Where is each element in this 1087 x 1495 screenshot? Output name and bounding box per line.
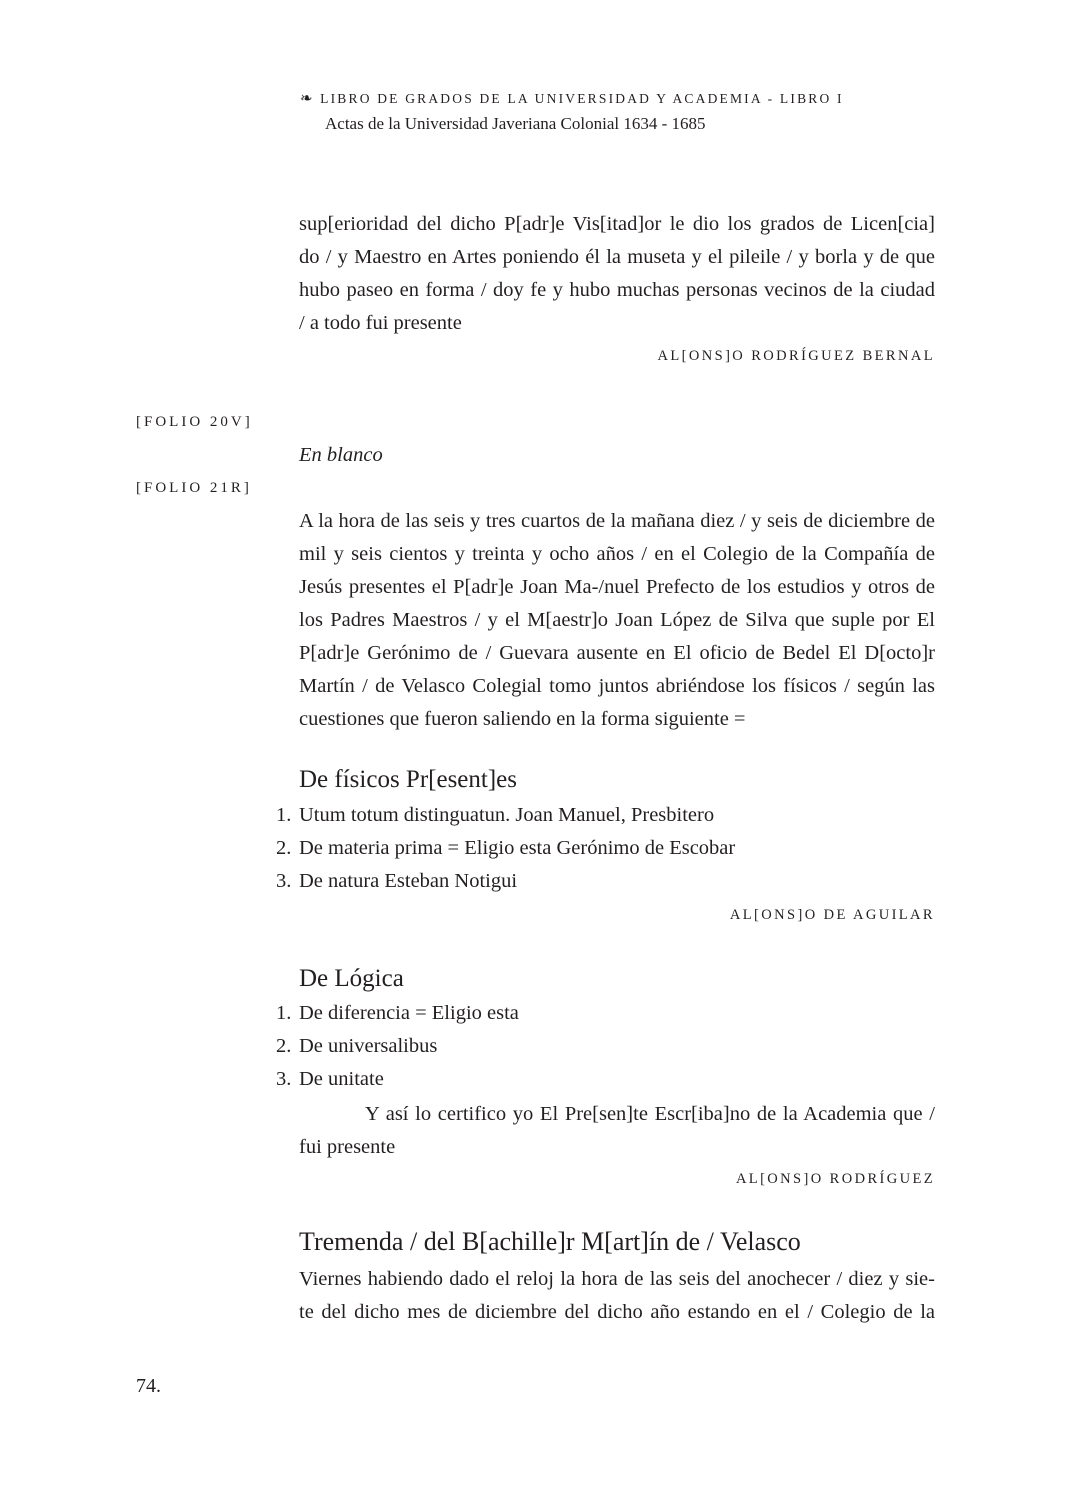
list-number: 1. — [276, 804, 292, 826]
section-heading-tremenda: Tremenda / del B[achille]r M[art]ín de / Velasco — [299, 1227, 801, 1256]
list-text: De unitate — [299, 1068, 384, 1090]
list-item — [276, 804, 714, 827]
signature-aguilar: AL[ONS]O DE AGUILAR — [729, 907, 935, 923]
running-header-subtitle: Actas de la Universidad Javeriana Colonial 1634 - 1685 — [325, 114, 706, 133]
list-number: 3. — [276, 1068, 292, 1090]
list-item — [276, 1068, 384, 1091]
text-line: Martín / de Velasco Colegial tomo juntos abriéndose los físicos / según las — [299, 675, 935, 697]
list-number: 3. — [276, 870, 292, 892]
list-item — [276, 870, 517, 893]
folio-marker-20v: [FOLIO 20V] — [136, 414, 253, 430]
list-item — [276, 1002, 519, 1025]
page-number: 74. — [136, 1375, 161, 1397]
text-line: Y así lo certifico yo El Pre[sen]te Escr[iba]no de la Academia que / — [365, 1103, 935, 1125]
list-text: De natura Esteban Notigui — [299, 870, 518, 892]
paragraph-1 — [299, 208, 935, 340]
text-line: / a todo fui presente — [299, 312, 462, 334]
list-text: De materia prima = Eligio esta Gerónimo de Escobar — [299, 837, 736, 859]
running-header-title-text: LIBRO DE GRADOS DE LA UNIVERSIDAD Y ACADEMIA - LIBRO I — [320, 91, 844, 106]
text-line: fui presente — [299, 1136, 396, 1158]
signature-bernal: AL[ONS]O RODRÍGUEZ BERNAL — [657, 348, 935, 364]
signature-rodriguez: AL[ONS]O RODRÍGUEZ — [735, 1171, 935, 1187]
text-line: cuestiones que fueron saliendo en la forma siguiente = — [299, 708, 746, 730]
text-line: te del dicho mes de diciembre del dicho año estando en el / Colegio de la — [299, 1301, 935, 1323]
text-line: A la hora de las seis y tres cuartos de la mañana diez / y seis de diciembre de — [299, 510, 935, 532]
text-line: Jesús presentes el P[adr]e Joan Ma-/nuel Prefecto de los estudios y otros de — [299, 576, 935, 598]
certification-paragraph — [299, 1098, 935, 1164]
folio-marker-21r: [FOLIO 21R] — [136, 480, 252, 496]
fleuron-icon: ❧ — [300, 91, 313, 107]
list-text: Utum totum distinguatun. Joan Manuel, Presbitero — [299, 804, 715, 826]
text-line: los Padres Maestros / y el M[aestr]o Joan López de Silva que suple por El — [299, 609, 935, 631]
list-item — [276, 1035, 437, 1058]
list-text: De universalibus — [299, 1035, 438, 1057]
text-line: P[adr]e Gerónimo de / Guevara ausente en El oficio de Bedel El D[octo]r — [299, 642, 935, 664]
list-number: 1. — [276, 1002, 292, 1024]
paragraph-3 — [299, 1263, 935, 1329]
paragraph-2 — [299, 505, 935, 736]
list-text: De diferencia = Eligio esta — [299, 1002, 519, 1024]
text-line: hubo paseo en forma / doy fe y hubo muchas personas vecinos de la ciudad — [299, 279, 935, 301]
section-heading-fisicos: De físicos Pr[esent]es — [299, 766, 517, 793]
text-line: sup[erioridad del dicho P[adr]e Vis[itad]or le dio los grados de Licen[cia] — [299, 213, 935, 235]
section-heading-logica: De Lógica — [299, 965, 404, 992]
list-number: 2. — [276, 1035, 292, 1057]
text-line: mil y seis cientos y treinta y ocho años / en el Colegio de la Compañía de — [299, 543, 935, 565]
text-line: do / y Maestro en Artes poniendo él la museta y el pileile / y borla y de que — [299, 246, 935, 268]
list-number: 2. — [276, 837, 292, 859]
blank-note: En blanco — [299, 444, 383, 466]
text-line: Viernes habiendo dado el reloj la hora de las seis del anochecer / diez y sie- — [299, 1268, 935, 1290]
list-item — [276, 837, 735, 860]
running-header-title — [300, 89, 844, 108]
